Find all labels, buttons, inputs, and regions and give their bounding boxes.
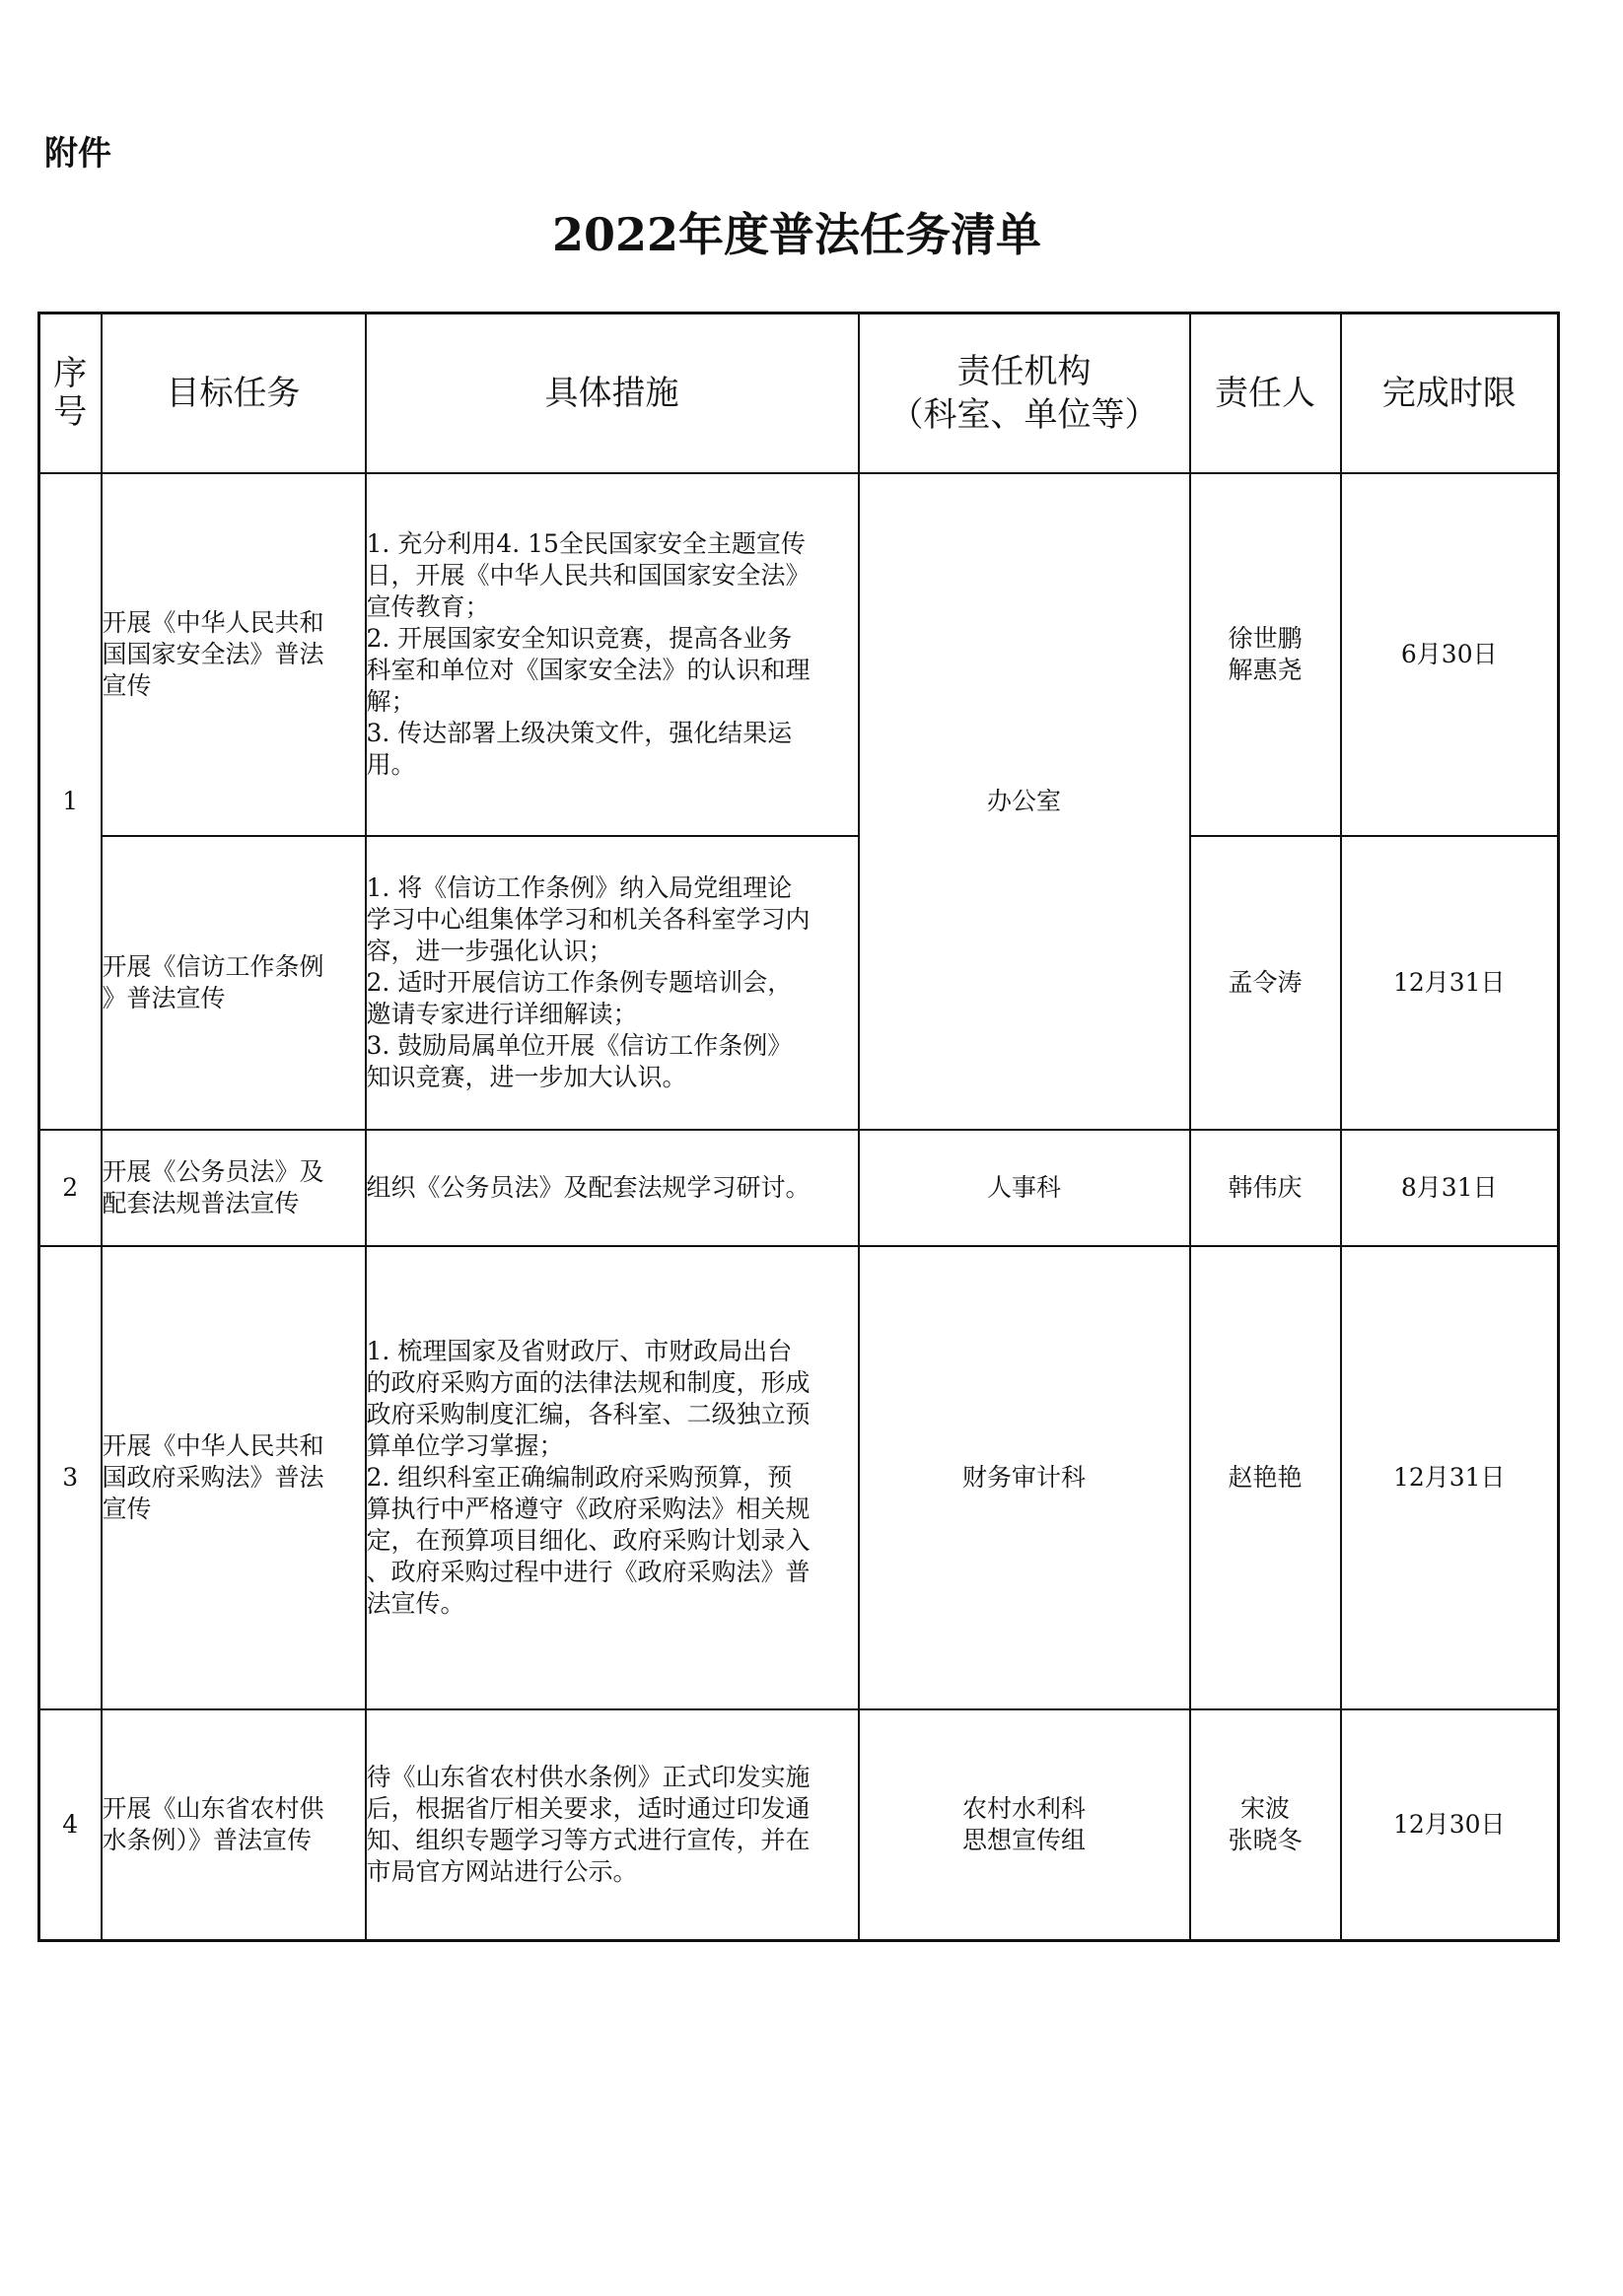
- row-measures: 组织《公务员法》及配套法规学习研讨。: [366, 1130, 859, 1246]
- row-measures: 1. 充分利用4. 15全民国家安全主题宣传 日，开展《中华人民共和国国家安全法》 宣传教育； 2. 开展国家安全知识竞赛，提高各业务 科室和单位对《国家安全法》的认识和理 解； 3. 传达部署上级决策文件，强化结果运 用。: [366, 473, 859, 836]
- table-row: [39, 1246, 1559, 1709]
- row-persons: 徐世鹏 解惠尧: [1190, 473, 1341, 836]
- row-task: 开展《中华人民共和 国政府采购法》普法 宣传: [102, 1246, 366, 1709]
- attachment-label: 附件: [44, 134, 111, 174]
- row-seq: 2: [39, 1130, 102, 1246]
- row-seq: 3: [39, 1246, 102, 1709]
- row-task: 开展《公务员法》及 配套法规普法宣传: [102, 1130, 366, 1246]
- row-persons: 宋波 张晓冬: [1190, 1709, 1341, 1941]
- header-org: 责任机构 （科室、单位等）: [859, 313, 1190, 473]
- row-persons: 赵艳艳: [1190, 1246, 1341, 1709]
- row-seq: 4: [39, 1709, 102, 1941]
- row-deadline: 6月30日: [1341, 473, 1559, 836]
- header-deadline: 完成时限: [1341, 313, 1559, 473]
- row-measures: 1. 将《信访工作条例》纳入局党组理论 学习中心组集体学习和机关各科室学习内 容，进一步强化认识； 2. 适时开展信访工作条例专题培训会， 邀请专家进行详细解读； 3. 鼓励局属单位开展《信访工作条例》 知识竞赛，进一步加大认识。: [366, 836, 859, 1130]
- header-seq: 序 号: [39, 313, 102, 473]
- table-row: [39, 836, 1559, 1130]
- row-org: 农村水利科 思想宣传组: [859, 1709, 1190, 1941]
- table-row: [39, 1709, 1559, 1941]
- row-measures: 1. 梳理国家及省财政厅、市财政局出台 的政府采购方面的法律法规和制度，形成 政府采购制度汇编，各科室、二级独立预 算单位学习掌握； 2. 组织科室正确编制政府采购预算，预 算执行中严格遵守《政府采购法》相关规 定，在预算项目细化、政府采购计划录入 、政府采购过程中进行《政府采购法》普 法宣传。: [366, 1246, 859, 1709]
- header-measures: 具体措施: [366, 313, 859, 473]
- row-org: 办公室: [859, 473, 1190, 1130]
- row-seq: 1: [39, 473, 102, 1130]
- row-persons: 孟令涛: [1190, 836, 1341, 1130]
- row-measures: 待《山东省农村供水条例》正式印发实施 后，根据省厅相关要求，适时通过印发通 知、组织专题学习等方式进行宣传，并在 市局官方网站进行公示。: [366, 1709, 859, 1941]
- document-title: 2022年度普法任务清单: [551, 208, 1042, 261]
- row-deadline: 12月31日: [1341, 836, 1559, 1130]
- table-row: [39, 1130, 1559, 1246]
- table-row: [39, 473, 1559, 836]
- row-deadline: 8月31日: [1341, 1130, 1559, 1246]
- row-task: 开展《信访工作条例 》普法宣传: [102, 836, 366, 1130]
- row-task: 开展《山东省农村供 水条例）》普法宣传: [102, 1709, 366, 1941]
- task-table: [37, 312, 1560, 1942]
- row-org: 财务审计科: [859, 1246, 1190, 1709]
- header-row: [39, 313, 1559, 473]
- row-org: 人事科: [859, 1130, 1190, 1246]
- header-task: 目标任务: [102, 313, 366, 473]
- row-task: 开展《中华人民共和 国国家安全法》普法 宣传: [102, 473, 366, 836]
- row-persons: 韩伟庆: [1190, 1130, 1341, 1246]
- header-person: 责任人: [1190, 313, 1341, 473]
- row-deadline: 12月30日: [1341, 1709, 1559, 1941]
- row-deadline: 12月31日: [1341, 1246, 1559, 1709]
